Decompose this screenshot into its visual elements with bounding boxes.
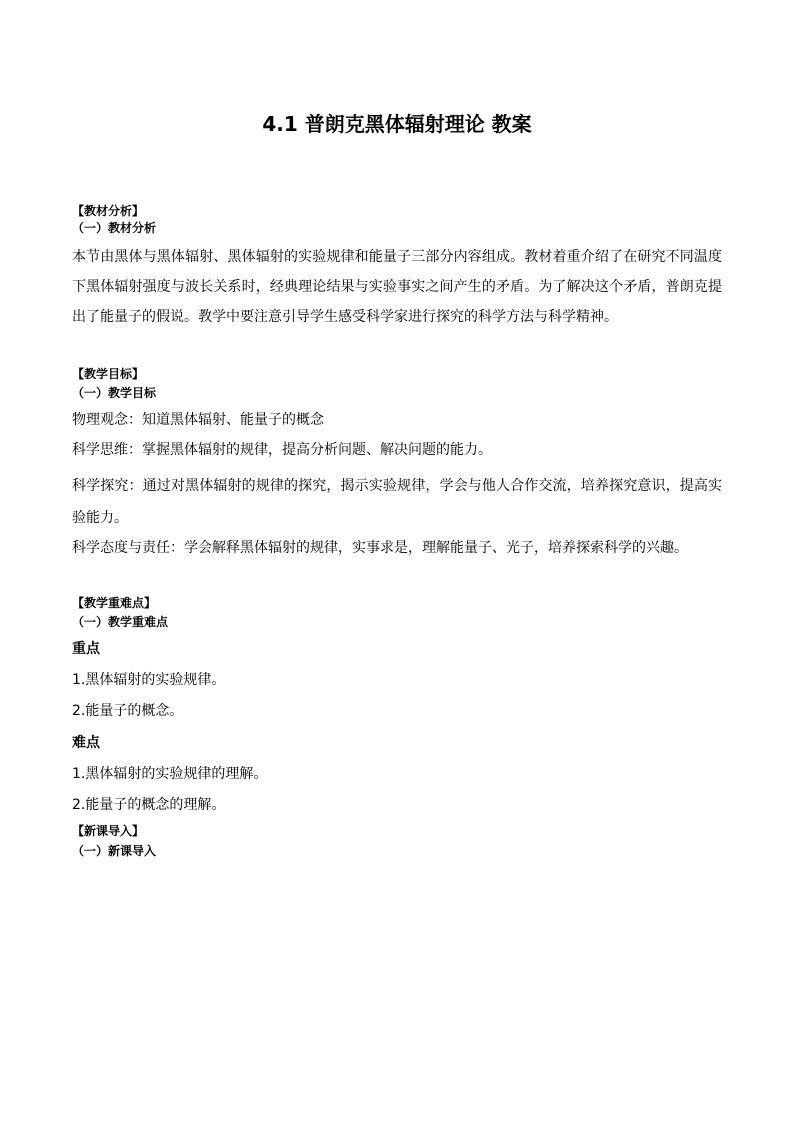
section-heading-analysis: 【教材分析】: [72, 204, 145, 218]
section-heading-goals: 【教学目标】: [72, 367, 145, 381]
subheading-intro: （一）新课导入: [72, 844, 157, 858]
subheading-analysis: （一）教材分析: [72, 221, 157, 235]
difficulty-item-2: 2.能量子的概念的理解。: [72, 797, 226, 813]
goal-item-inquiry: 科学探究：通过对黑体辐射的规律的探究，揭示实验规律，学会与他人合作交流，培养探究意识，提高实验能力。: [72, 478, 722, 526]
focus-label: 重点: [72, 641, 100, 657]
subheading-keypoints: （一）教学重难点: [72, 615, 169, 629]
goal-item-thinking: 科学思维：掌握黑体辐射的规律，提高分析问题、解决问题的能力。: [72, 442, 492, 458]
difficulty-item-1: 1.黑体辐射的实验规律的理解。: [72, 766, 268, 782]
goal-item-physics: 物理观念：知道黑体辐射、能量子的概念: [72, 412, 324, 428]
goal-item-attitude: 科学态度与责任：学会解释黑体辐射的规律，实事求是，理解能量子、光子，培养探索科学的兴趣。: [72, 540, 688, 556]
focus-item-2: 2.能量子的概念。: [72, 703, 184, 719]
section-heading-intro: 【新课导入】: [72, 824, 145, 838]
paragraph-analysis: 本节由黑体与黑体辐射、黑体辐射的实验规律和能量子三部分内容组成。教材着重介绍了在研究不同温度下黑体辐射强度与波长关系时，经典理论结果与实验事实之间产生的矛盾。为了解决这个矛盾，普朗克提出了能量子的假说。教学中要注意引导学生感受科学家进行探究的科学方法与科学精神。: [72, 249, 722, 325]
subheading-goals: （一）教学目标: [72, 386, 157, 400]
section-heading-keypoints: 【教学重难点】: [72, 596, 157, 610]
difficulty-label: 难点: [72, 735, 100, 751]
focus-item-1: 1.黑体辐射的实验规律。: [72, 672, 226, 688]
document-title: 4.1 普朗克黑体辐射理论 教案: [262, 112, 532, 136]
